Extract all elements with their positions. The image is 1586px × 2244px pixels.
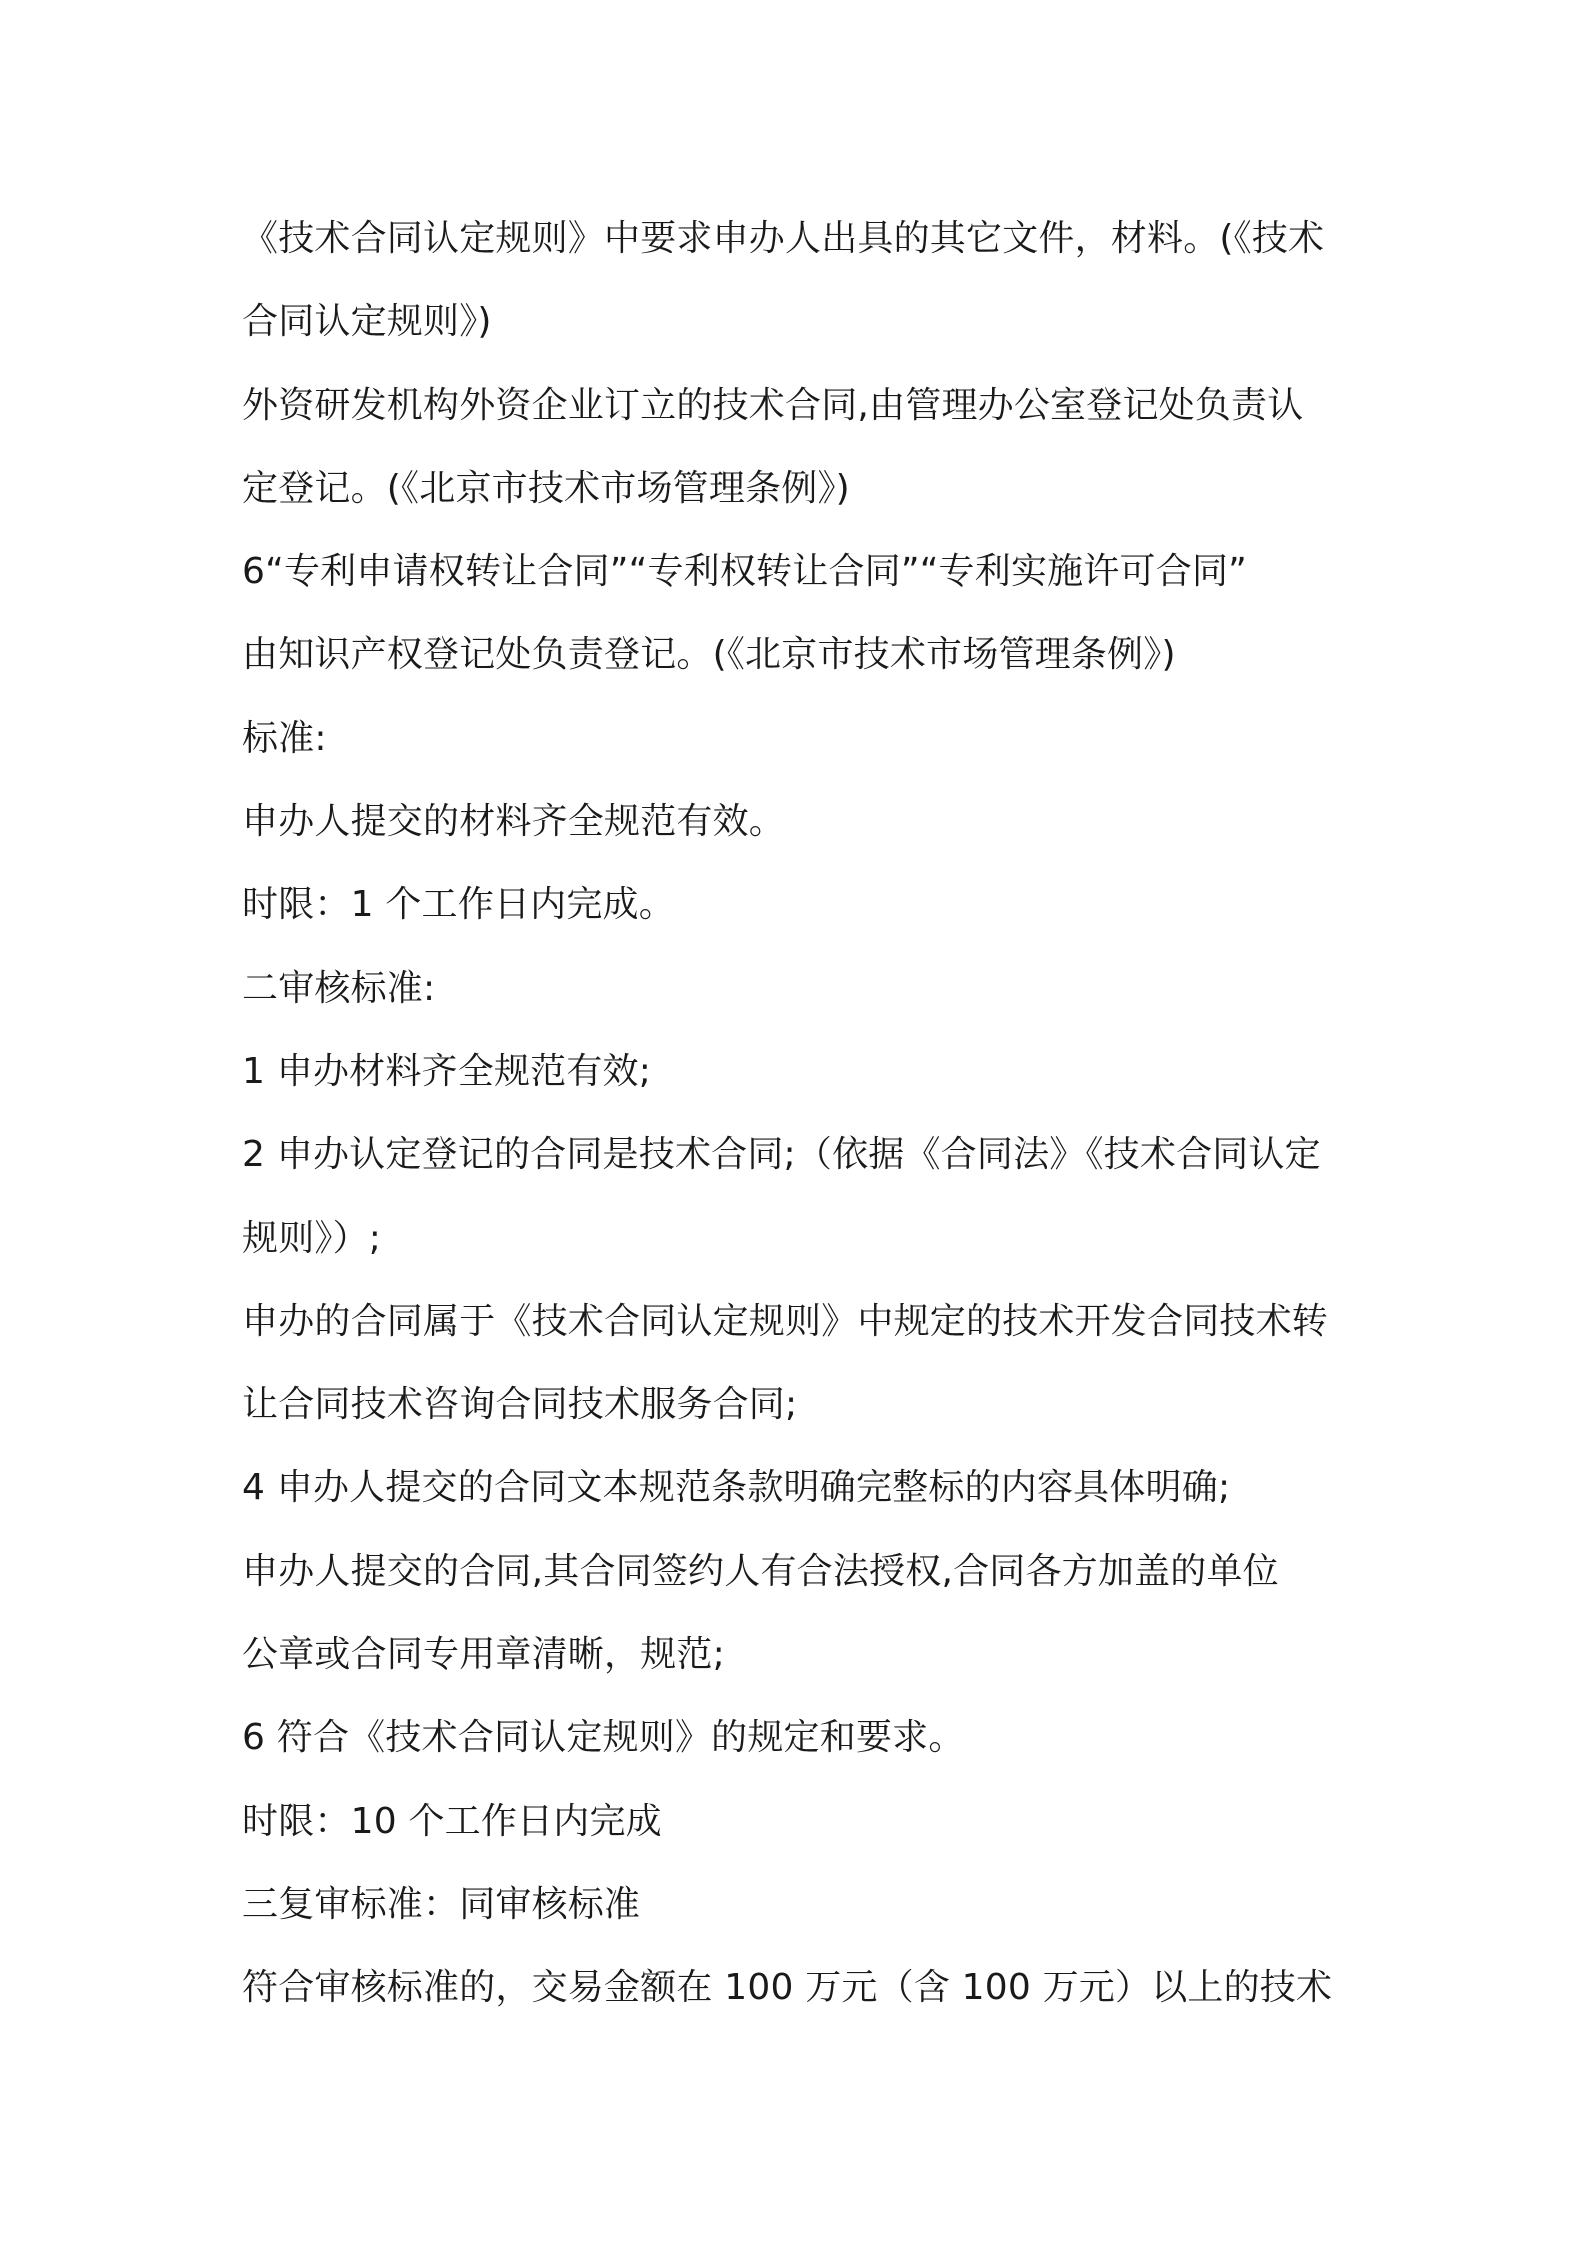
text-line: 4 申办人提交的合同文本规范条款明确完整标的内容具体明确; bbox=[242, 1467, 1231, 1509]
text-line: 时限：1 个工作日内完成。 bbox=[242, 884, 675, 926]
text-line: 公章或合同专用章清晰，规范; bbox=[242, 1634, 725, 1676]
text-line: 二审核标准: bbox=[242, 967, 436, 1009]
text-line: 1 申办材料齐全规范有效; bbox=[242, 1050, 652, 1092]
text-line: 6“专利申请权转让合同”“专利权转让合同”“专利实施许可合同” bbox=[242, 551, 1248, 593]
text-line: 申办人提交的合同,其合同签约人有合法授权,合同各方加盖的单位 bbox=[242, 1550, 1279, 1592]
text-line: 申办的合同属于《技术合同认定规则》中规定的技术开发合同技术转 bbox=[242, 1300, 1329, 1342]
text-line: 规则》）; bbox=[242, 1217, 382, 1259]
text-line: 符合审核标准的，交易金额在 100 万元（含 100 万元）以上的技术 bbox=[242, 1967, 1333, 2009]
text-line: 申办人提交的材料齐全规范有效。 bbox=[242, 801, 786, 843]
text-line: 由知识产权登记处负责登记。(《北京市技术市场管理条例》) bbox=[242, 634, 1176, 676]
text-line: 定登记。(《北京市技术市场管理条例》) bbox=[242, 467, 850, 509]
text-line: 《技术合同认定规则》中要求申办人出具的其它文件，材料。(《技术 bbox=[242, 218, 1325, 259]
text-line: 合同认定规则》) bbox=[242, 301, 492, 343]
text-line: 让合同技术咨询合同技术服务合同; bbox=[242, 1384, 798, 1426]
document-body bbox=[242, 197, 1362, 2030]
text-line: 三复审标准：同审核标准 bbox=[242, 1883, 641, 1925]
text-line: 6 符合《技术合同认定规则》的规定和要求。 bbox=[242, 1717, 965, 1759]
text-line: 2 申办认定登记的合同是技术合同;（依据《合同法》《技术合同认定 bbox=[242, 1134, 1321, 1176]
text-line: 外资研发机构外资企业订立的技术合同,由管理办公室登记处负责认 bbox=[242, 384, 1304, 426]
text-line: 时限：10 个工作日内完成 bbox=[242, 1800, 662, 1842]
text-line: 标准: bbox=[242, 717, 327, 759]
